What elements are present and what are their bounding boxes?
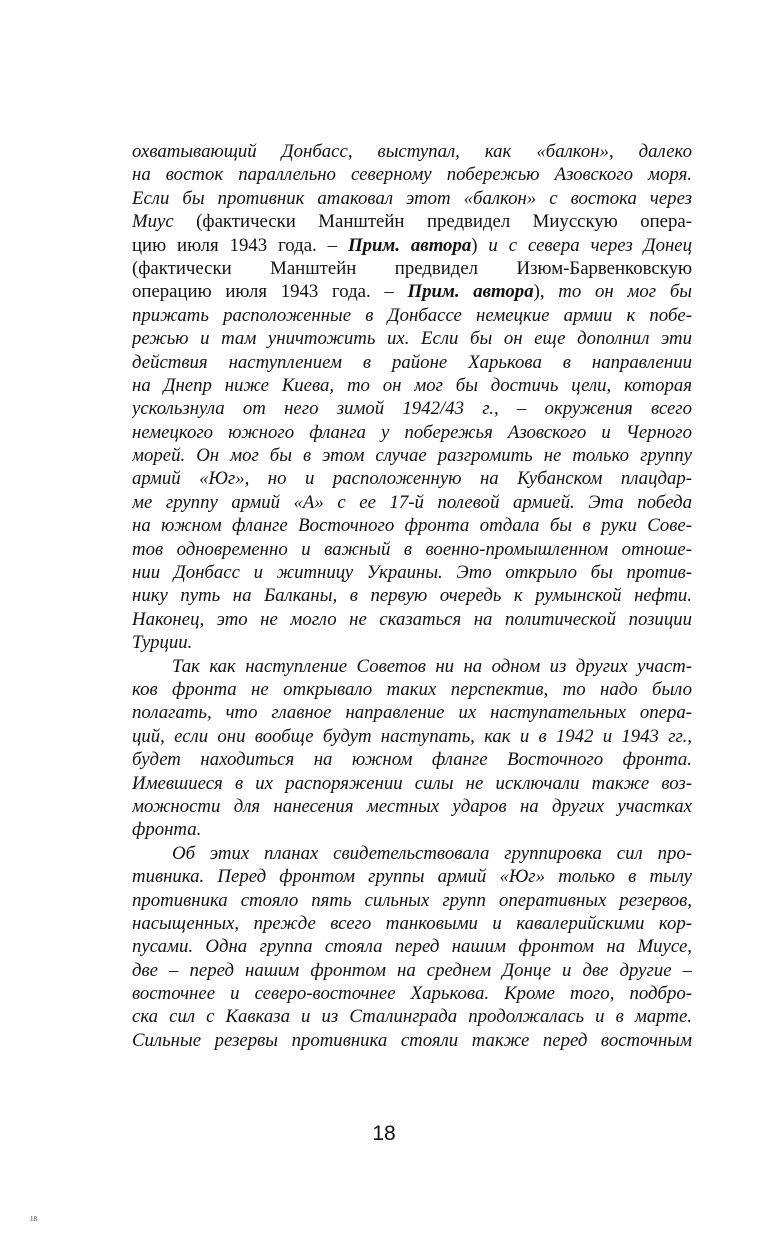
text-line: [132, 140, 692, 163]
text-line: [132, 257, 692, 280]
text-segment: ков фронта не открывало таких перспектив, то надо было: [132, 678, 692, 700]
text-segment: нии Донбасс и житницу Украины. Это открыло бы против-: [132, 562, 692, 584]
text-line: [132, 655, 692, 678]
text-line: [132, 912, 692, 935]
text-line: [132, 842, 692, 865]
text-line: [132, 725, 692, 748]
text-segment: армий «Юг», но и расположенную на Кубанском плацдар-: [132, 468, 692, 490]
text-segment: (фактически Манштейн предвидел Изюм-Барвенковскую: [132, 257, 692, 279]
text-line: [132, 163, 692, 186]
text-segment: ме группу армий «А» с ее 17-й полевой армией. Эта победа: [132, 491, 692, 513]
text-segment: можности для нанесения местных ударов на других участках: [132, 795, 692, 817]
text-line: [132, 421, 692, 444]
page-number: 18: [372, 1122, 396, 1145]
text-line: [132, 795, 692, 818]
text-line: [132, 234, 692, 257]
text-segment: на южном фланге Восточного фронта отдала бы в руки Сове-: [132, 515, 692, 537]
text-segment: ска сил с Кавказа и из Сталинграда продолжалась и в марте.: [132, 1006, 692, 1028]
text-line: [132, 935, 692, 958]
text-segment: Турции.: [132, 632, 193, 654]
text-segment: будет находиться на южном фланге Восточного фронта.: [132, 749, 692, 771]
text-segment: насыщенных, прежде всего танковыми и кавалерийскими кор-: [132, 912, 692, 934]
text-line: [132, 491, 692, 514]
text-segment: тов одновременно и важный в военно-промышленном отноше-: [132, 538, 692, 560]
text-line: [132, 187, 692, 210]
text-segment: цию июля 1943 года. –: [132, 234, 348, 256]
text-segment: то он мог бы: [558, 281, 692, 303]
text-line: [132, 280, 692, 303]
text-line: [132, 561, 692, 584]
text-segment: восточнее и северо-восточнее Харькова. Кроме того, подбро-: [132, 983, 692, 1005]
text-line: [132, 304, 692, 327]
text-line: [132, 467, 692, 490]
text-segment: (фактически Манштейн предвидел Миусскую опера-: [196, 211, 692, 233]
text-line: [132, 818, 692, 841]
text-segment: ускользнула от него зимой 1942/43 г., – окружения всего: [132, 398, 692, 420]
text-line: [132, 631, 692, 654]
text-segment: Наконец, это не могло не сказаться на политической позиции: [132, 608, 692, 630]
text-segment: Так как наступление Советов ни на одном из других участ-: [172, 655, 692, 677]
text-line: [132, 678, 692, 701]
text-line: [132, 327, 692, 350]
text-segment: Если бы противник атаковал этот «балкон» с востока через: [132, 187, 692, 209]
text-line: [132, 444, 692, 467]
body-text: [132, 140, 692, 1052]
text-segment: Имевшиеся в их распоряжении силы не исключали также воз-: [132, 772, 692, 794]
corner-page-number: 18: [30, 1215, 37, 1223]
text-line: [132, 959, 692, 982]
text-segment: прижать расположенные в Донбассе немецкие армии к побе-: [132, 304, 692, 326]
text-segment: морей. Он мог бы в этом случае разгромить не только группу: [132, 445, 692, 467]
text-segment: Миус: [132, 211, 197, 233]
text-segment: операцию июля 1943 года. –: [132, 281, 408, 303]
text-segment: Сильные резервы противника стояли также перед восточным: [132, 1029, 692, 1051]
text-segment: тивника. Перед фронтом группы армий «Юг» только в тылу: [132, 866, 692, 888]
text-line: [132, 584, 692, 607]
text-segment: Прим. автора: [347, 234, 472, 256]
text-line: [132, 865, 692, 888]
text-segment: на Днепр ниже Киева, то он мог бы достичь цели, которая: [132, 374, 692, 396]
text-segment: полагать, что главное направление их наступательных опера-: [132, 702, 692, 724]
text-segment: ций, если они вообще будут наступать, как и в 1942 и 1943 гг.,: [132, 725, 692, 747]
text-segment: ): [471, 234, 489, 256]
text-line: [132, 514, 692, 537]
text-line: [132, 772, 692, 795]
text-line: [132, 397, 692, 420]
text-line: [132, 210, 692, 233]
text-segment: охватывающий Донбасс, выступал, как «балкон», далеко: [132, 141, 692, 162]
text-segment: фронта.: [132, 819, 202, 841]
text-line: [132, 374, 692, 397]
text-line: [132, 351, 692, 374]
text-segment: ),: [533, 281, 559, 303]
text-segment: пусами. Одна группа стояла перед нашим фронтом на Миусе,: [132, 936, 692, 958]
text-line: [132, 1005, 692, 1028]
text-segment: нику путь на Балканы, в первую очередь к румынской нефти.: [132, 585, 692, 607]
text-segment: противника стояло пять сильных групп оперативных резервов,: [132, 889, 692, 911]
text-segment: немецкого южного фланга у побережья Азовского и Черного: [132, 421, 692, 443]
text-line: [132, 608, 692, 631]
text-segment: действия наступлением в районе Харькова в направлении: [132, 351, 692, 373]
text-line: [132, 701, 692, 724]
text-segment: Прим. автора: [407, 281, 534, 303]
text-line: [132, 538, 692, 561]
text-line: [132, 748, 692, 771]
text-segment: Об этих планах свидетельствовала группировка сил про-: [172, 842, 692, 864]
text-segment: две – перед нашим фронтом на среднем Донце и две другие –: [132, 959, 692, 981]
text-line: [132, 889, 692, 912]
text-segment: и с севера через Донец: [488, 234, 692, 256]
text-segment: на восток параллельно северному побережью Азовского моря.: [132, 164, 692, 186]
text-line: [132, 1029, 692, 1052]
text-segment: режью и там уничтожить их. Если бы он еще дополнил эти: [132, 328, 692, 350]
text-line: [132, 982, 692, 1005]
